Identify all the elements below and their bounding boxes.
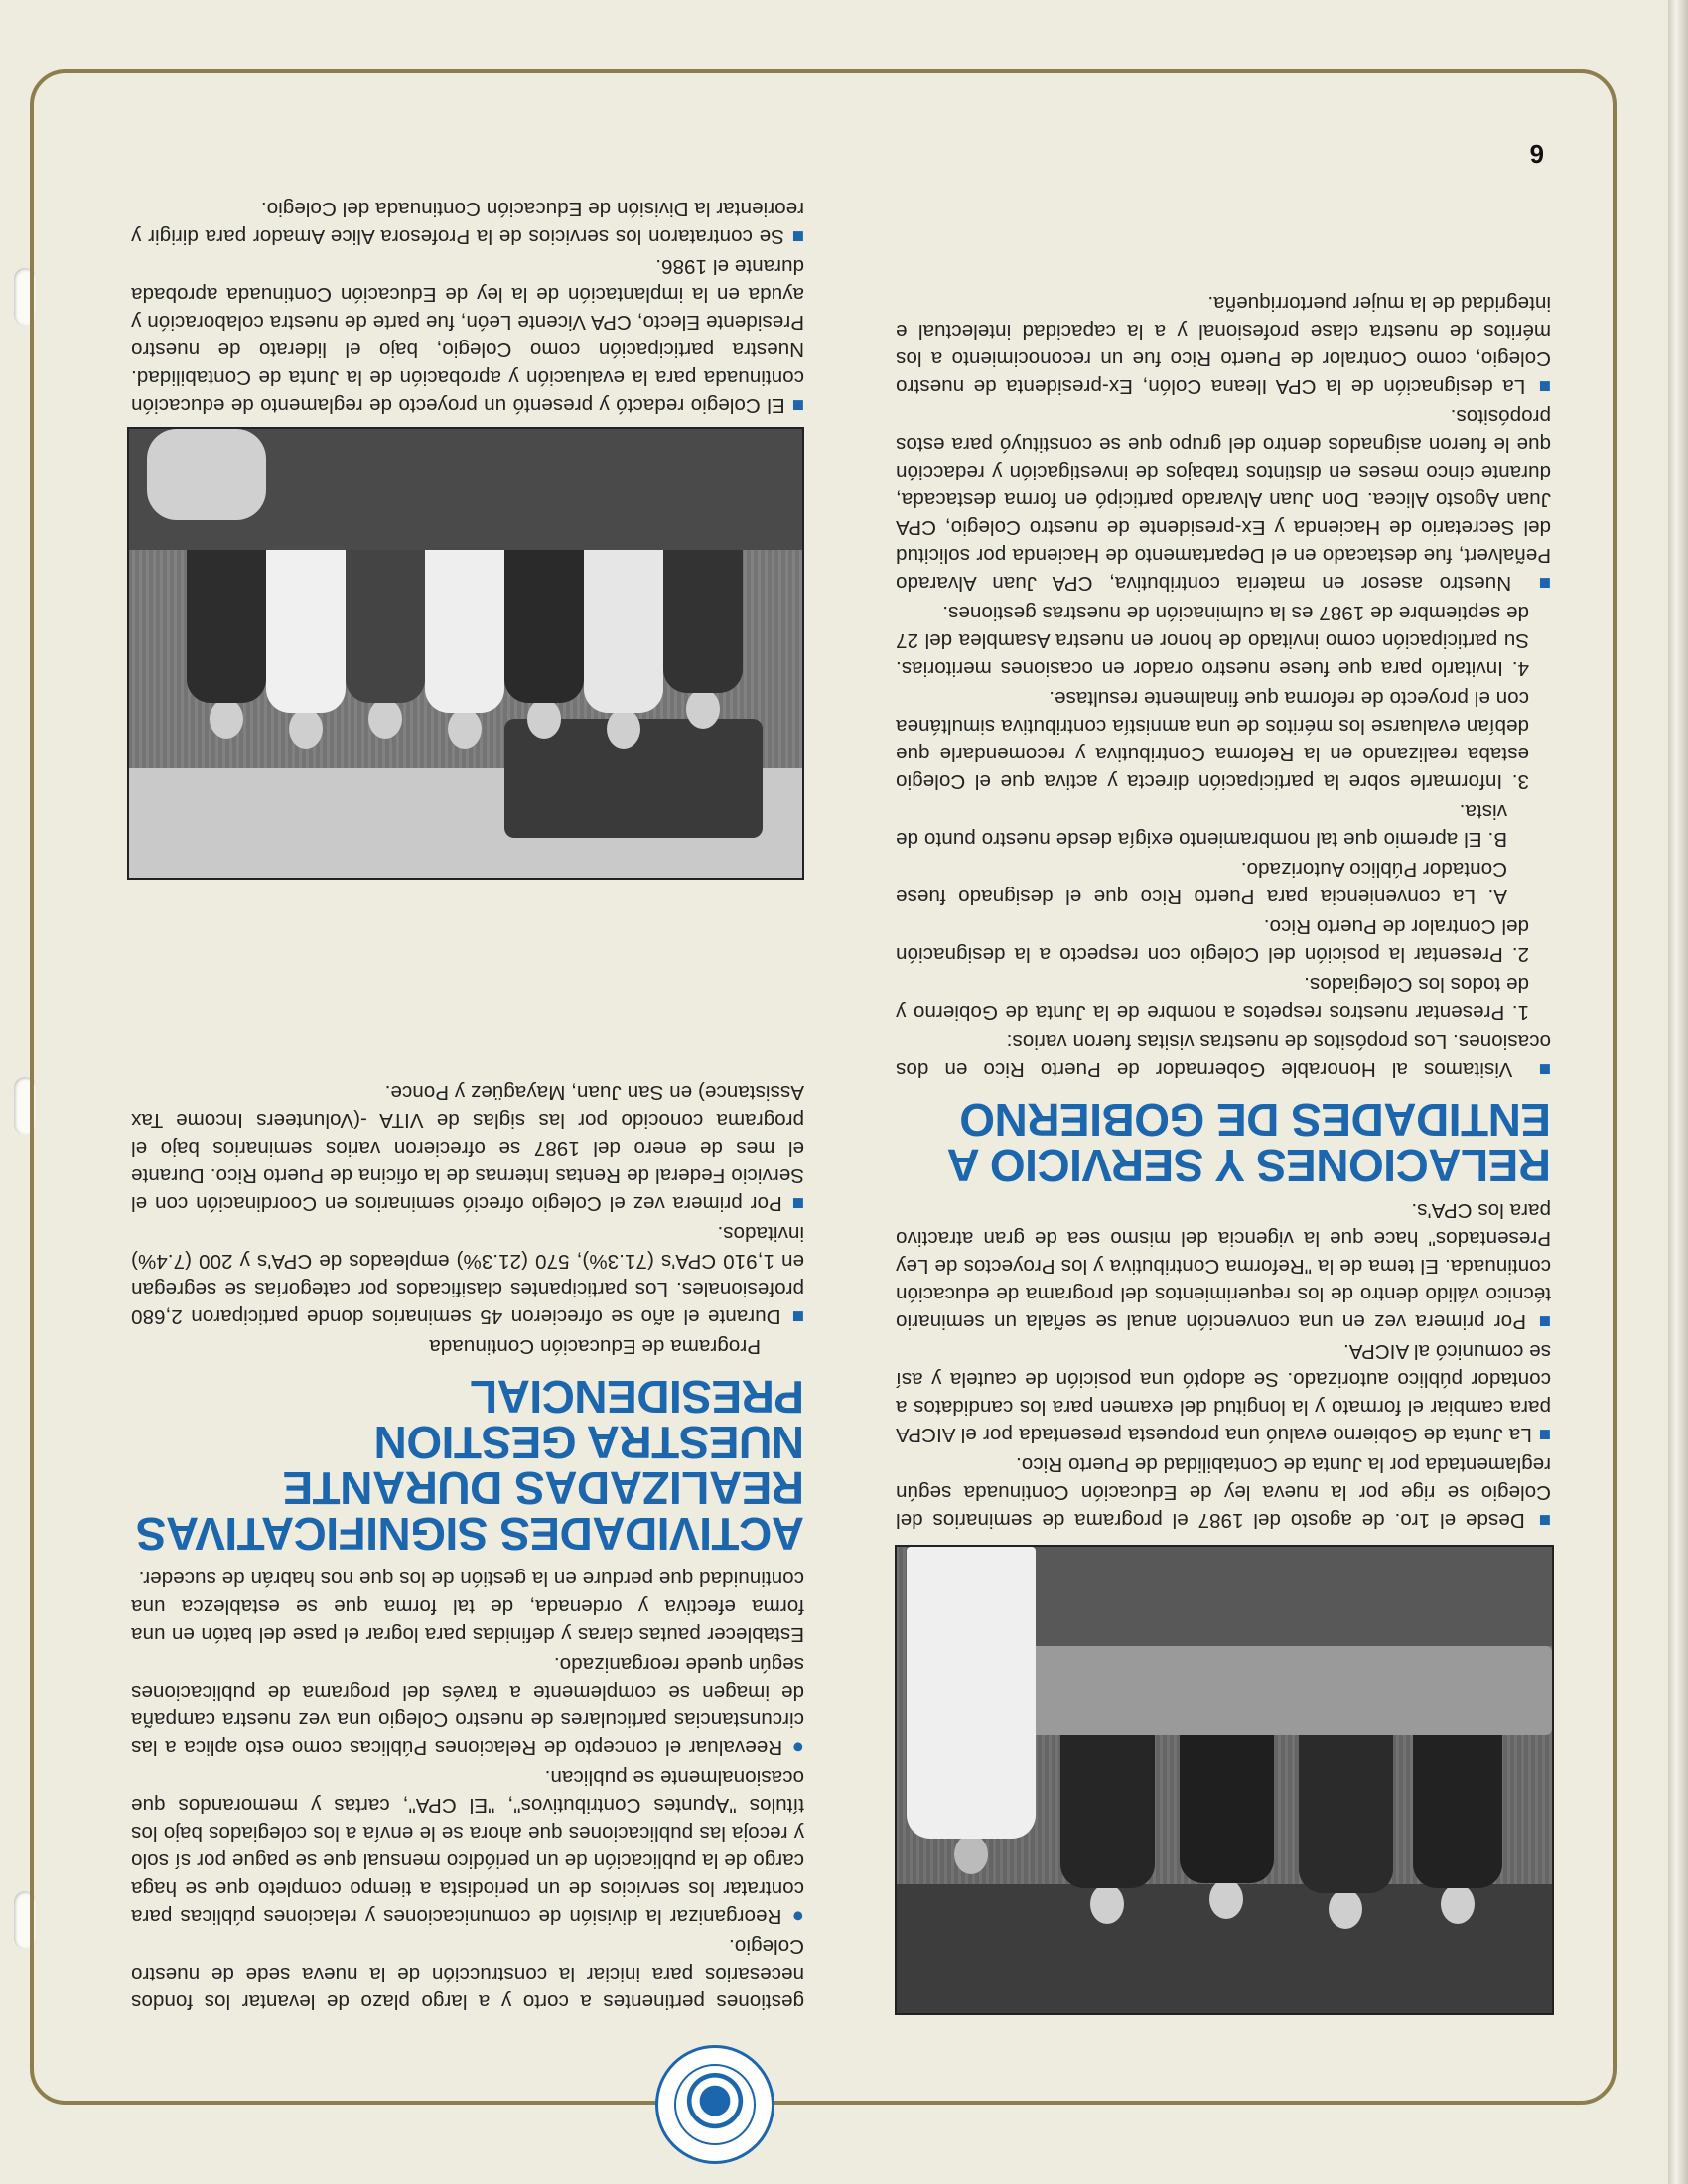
paragraph-text: A. La conveniencia para Puerto Rico que el designado fuese Contador Público Autorizado. [896,858,1507,908]
paragraph-text: 1. Presentar nuestros respetos a nombre de la Junta de Gobierno y de todos los Colegiados. [896,973,1529,1024]
bullet-paragraph [131,252,804,419]
paragraph-text: Nuestro asesor en materia contributiva, CPA Juan Alvarado Peñalvert, fue destacado en el Departamento de Hacienda por solicitud del Secretario de Hacienda y Ex-presidente de nuestro Colegio, CPA Juan Agosto Alicea. Don Juan Alvarado participó en forma destacada, durante cinco meses en distintos trabajos de investigación y redacción que le fueron asignados dentro del grupo que se constituyó para estos propósitos. [895,405,1551,595]
paragraph [896,797,1551,853]
bullet-marker-icon: ● [789,1736,804,1759]
paragraph-text: 3. Informarle sobre la participación directa y activa que el Colegio estaba realizando en la Reforma Contributiva y recomendarle que debían evaluarse los méritos de una amnistía contributiva simultánea con el proyecto de reforma que finalmente resultase. [896,687,1529,793]
bullet-marker-icon: ■ [1538,1424,1551,1446]
paragraph-text: 4. Invitarlo para que fuese nuestro orador en ocasiones meritorias. Su participación como invitado de honor en nuestra Asamblea del 27 de septiembre de 1987 es la culminación de nuestras gestiones. [896,602,1529,680]
paragraph-text: gestiones pertinentes a corto y a largo plazo de levantar los fondos necesarios para iniciar la construcción de la nueva sede de nuestro Colegio. [131,1935,804,2013]
bullet-paragraph [131,1650,804,1761]
bullet-paragraph [131,1078,804,1217]
paragraph-text: La Junta de Gobierno evaluó una propuesta presentada por el AICPA para cambiar el formato y la longitud del examen para los candidatos a contador público autorizado. Se adoptó una posición de cautela y así se comunicó al AICPA. [895,1340,1551,1446]
paragraph-text: Reevaluar el concepto de Relaciones Públicas como esto aplica a las circunstancias particulares de nuestro Colegio una vez nuestra campaña de imagen se complemente a través del programa de publicaciones según quede reorganizado. [131,1653,804,1759]
bullet-paragraph [896,1196,1551,1335]
paragraph-text: Reorganizar la división de comunicaciones y relaciones públicas para contratar los servicios de un periodista a tiempo completo que se haga cargo de la publicación de un periódico mensual que se pague por sí solo y recoja las publicaciones que ahora se le envía a los colegiados bajo los títulos "Apuntes Contributivos", "El CPA", cartas y memorandos que ocasionalmente se publican. [130,1766,804,1928]
paragraph [896,912,1551,968]
paragraph [896,684,1551,795]
paragraph [131,1565,804,1648]
photo-audience [127,427,804,880]
paragraph-text: Visitamos al Honorable Gobernador de Puerto Rico en dos ocasiones. Los propósitos de nuestras visitas fueron varios: [895,1030,1551,1081]
paragraph-text: B. El apremio que tal nombramiento exigía desde nuestro punto de vista. [896,800,1507,851]
paragraph [896,599,1551,682]
paragraph-text: Programa de Educación Continuada [429,1335,761,1358]
paragraph-text: Establecer pautas claras y definidas para lograr el pase del batón en una forma efectiva y ordenada, de tal forma que se establezca una continuidad que perdure en la gestión de los que nos habrán de suceder. [131,1568,804,1646]
bullet-paragraph [896,1450,1551,1534]
left-column [896,287,1551,1534]
bullet-marker-icon: ■ [789,1192,804,1215]
section-subtitle [131,1332,804,1360]
paragraph-text: Se contrataron los servicios de la Profesora Alice Amador para dirigir y reorientar la División de Educación Continuada del Colegio. [131,198,804,248]
bullet-paragraph [131,1763,804,1930]
bullet-marker-icon: ■ [1535,1310,1551,1333]
paragraph [131,1932,804,2015]
college-seal-icon [655,2045,774,2164]
bullet-paragraph [896,289,1551,400]
page-number: 6 [1529,139,1544,169]
right-column-top [131,1076,804,2015]
paragraph [896,970,1551,1025]
paragraph-text: Por primera vez el Colegio ofreció seminarios en Coordinación con el Servicio Federal de Rentas Internas de la oficina de Puerto Rico. Durante el mes de enero del 1987 se ofrecieron varios seminarios bajo el programa conocido por las siglas de VITA -(Volunteers Income Tax Assistance) en San Juan, Mayagüez y Ponce. [130,1081,804,1215]
right-column-bottom [131,193,804,419]
bullet-marker-icon: ■ [790,394,804,417]
bullet-marker-icon: ■ [1528,1058,1551,1081]
paragraph-text: Durante el año se ofrecieron 45 seminarios donde participaron 2,680 profesionales. Los participantes clasificados por categorías se segregan en 1,910 CPA's (71.3%), 570 (21.3%) empleados de CPA's y 200 (7.4%) invitados. [131,1222,804,1328]
section-heading: ACTIVIDADES SIGNIFICATIVAS REALIZADAS DURANTE NUESTRA GESTION PRESIDENCIAL [136,1371,804,1560]
section-heading: RELACIONES Y SERVICIO A ENTIDADES DE GOBIERNO [948,1094,1551,1191]
seal-emblem [674,2064,756,2145]
paragraph-text: El Colegio redactó y presentó un proyecto de reglamento de educación continuada para la evaluación y aprobación de la Junta de Contabilidad. Nuestra participación como Colegio, bajo el liderato de nuestro Presidente Electo, CPA Vicente León, fue parte de nuestra colaboración y ayuda en la implantación de la ley de Educación Continuada aprobada durante el 1986. [131,255,804,417]
paragraph-text: La designación de la CPA Ileana Colón, Ex-presidenta de nuestro Colegio, como Contralor de Puerto Rico fue un reconocimiento a los méritos de nuestra clase profesional y a la capacidad intelectual e integridad de la mujer puertorriqueña. [896,292,1551,398]
bullet-marker-icon: ■ [790,225,804,248]
paragraph [896,855,1551,910]
photo-head-table [895,1545,1554,2015]
bullet-marker-icon: ■ [1534,1509,1551,1532]
paragraph-text: Por primera vez en una convención anual se señala un seminario técnico válido dentro de los requerimientos del programa de educación continuada. El tema de la "Reforma Contributiva y los Proyectos de Ley Presentados" hace que la vigencia del mismo sea de gran atractivo para los CPA's. [896,1199,1551,1333]
bullet-paragraph [896,402,1551,597]
bullet-marker-icon: ■ [1534,375,1551,398]
bullet-paragraph [131,1219,804,1330]
bullet-paragraph [896,1337,1551,1448]
paragraph-text: Desde el 1ro. de agosto del 1987 el programa de seminarios del Colegio se rige por la nueva ley de Educación Continuada según reglamentada por la Junta de Contabilidad de Puerto Rico. [895,1453,1551,1532]
paragraph-text: 2. Presentar la posición del Colegio con respecto a la designación del Contralor de Puerto Rico. [896,915,1529,966]
bullet-marker-icon: ■ [1527,572,1551,595]
bullet-paragraph [896,1027,1551,1083]
bullet-paragraph [131,195,804,250]
bullet-marker-icon: ■ [788,1305,804,1328]
bullet-marker-icon: ● [789,1905,804,1928]
